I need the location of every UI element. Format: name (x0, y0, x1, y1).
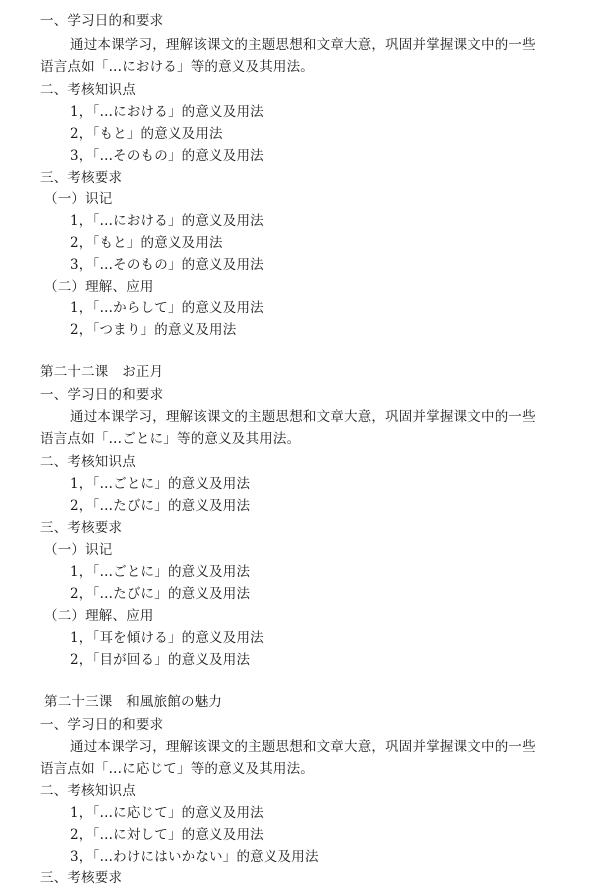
section-heading: 二、考核知识点 (40, 783, 136, 799)
section-heading: 三、考核要求 (40, 520, 123, 536)
section-heading: 二、考核知识点 (40, 82, 136, 98)
section-heading: 一、学习日的和要求 (40, 387, 164, 403)
section-heading: 一、学习日的和要求 (40, 13, 164, 29)
list-item: 1，「…に応じて」的意义及用法 (70, 805, 264, 821)
list-item: 2，「もと」的意义及用法 (70, 235, 223, 251)
list-item: 1，「…ごとに」的意义及用法 (70, 564, 251, 580)
lesson-title: 第二十二课 お正月 (40, 364, 164, 380)
section-heading: 三、考核要求 (40, 870, 123, 886)
paragraph-line: 通过本课学习，理解该课文的主题思想和文章大意，巩固并掌握课文中的一些 (70, 409, 536, 425)
list-item: 3，「…そのもの」的意义及用法 (70, 148, 264, 164)
paragraph-line: 语言点如「…ごとに」等的意义及其用法。 (40, 431, 301, 447)
list-item: 2，「もと」的意义及用法 (70, 126, 223, 142)
subsection-heading: （一）识记 (44, 542, 113, 558)
subsection-heading: （二）理解、应用 (44, 279, 154, 295)
paragraph-line: 通过本课学习，理解该课文的主题思想和文章大意，巩固并掌握课文中的一些 (70, 739, 536, 755)
list-item: 2，「目が回る」的意义及用法 (70, 652, 251, 668)
section-heading: 一、学习日的和要求 (40, 717, 164, 733)
list-item: 1，「…における」的意义及用法 (70, 104, 264, 120)
list-item: 3，「…そのもの」的意义及用法 (70, 257, 264, 273)
list-item: 2，「つまり」的意义及用法 (70, 322, 237, 338)
paragraph-line: 语言点如「…に応じて」等的意义及其用法。 (40, 761, 314, 777)
list-item: 1，「…における」的意义及用法 (70, 213, 264, 229)
section-heading: 二、考核知识点 (40, 454, 136, 470)
section-heading: 三、考核要求 (40, 170, 123, 186)
subsection-heading: （二）理解、应用 (44, 608, 154, 624)
paragraph-line: 通过本课学习，理解该课文的主题思想和文章大意，巩固并掌握课文中的一些 (70, 37, 536, 53)
list-item: 1，「耳を傾ける」的意义及用法 (70, 630, 264, 646)
subsection-heading: （一）识记 (44, 191, 113, 207)
list-item: 3，「…わけにはいかない」的意义及用法 (70, 849, 319, 865)
list-item: 1，「…からして」的意义及用法 (70, 300, 264, 316)
paragraph-line: 语言点如「…における」等的意义及其用法。 (40, 59, 314, 75)
list-item: 2，「…たびに」的意义及用法 (70, 498, 251, 514)
list-item: 2，「…に対して」的意义及用法 (70, 827, 264, 843)
list-item: 1，「…ごとに」的意义及用法 (70, 476, 251, 492)
lesson-title: 第二十三课 和風旅館の魅力 (44, 694, 223, 710)
list-item: 2，「…たびに」的意义及用法 (70, 586, 251, 602)
